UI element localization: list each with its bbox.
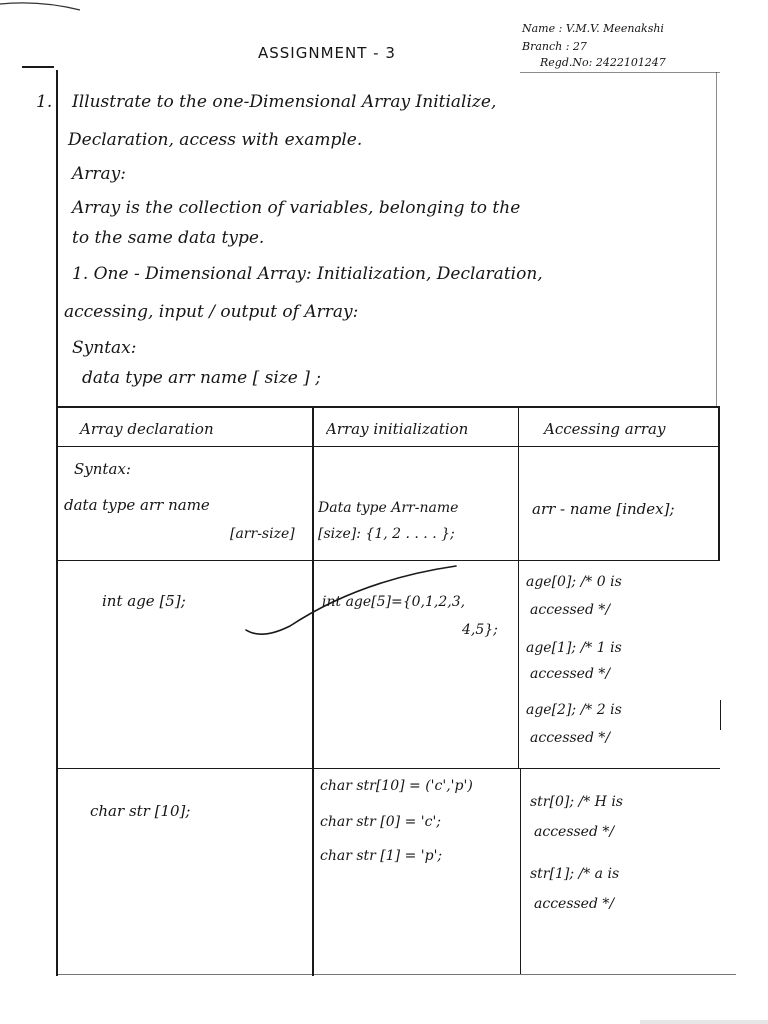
row1-declaration-line-1: Syntax:: [74, 460, 131, 478]
row2-initialization-line-2: 4,5};: [462, 622, 498, 638]
row3-accessing-line-3: str[1]; /* a is: [530, 866, 620, 882]
row2-accessing-line-5: age[2]; /* 2 is: [526, 702, 622, 718]
definition-line-2: to the same data type.: [72, 228, 265, 248]
question-number: 1.: [36, 92, 53, 112]
student-regd-no: Regd.No: 2422101247: [540, 56, 666, 69]
row2-accessing-line-1: age[0]; /* 0 is: [526, 574, 622, 590]
row1-initialization-line-1: Data type Arr-name: [318, 500, 459, 516]
scan-corner-mark: [0, 3, 80, 10]
question-line-2: Declaration, access with example.: [68, 130, 363, 150]
row1-declaration-line-2: data type arr name: [64, 496, 210, 514]
row1-accessing: arr - name [index];: [532, 500, 675, 518]
syntax-line: data type arr name [ size ] ;: [82, 368, 322, 388]
header-initialization: Array initialization: [326, 420, 469, 438]
student-branch: Branch : 27: [522, 40, 587, 53]
subtopic-line-2: accessing, input / output of Array:: [64, 302, 359, 322]
scan-edge-mark: [640, 1020, 768, 1024]
row2-declaration: int age [5];: [102, 592, 186, 610]
subtopic-line-1: 1. One - Dimensional Array: Initialization, Declaration,: [72, 264, 543, 284]
row2-accessing-line-2: accessed */: [530, 602, 611, 618]
header-declaration: Array declaration: [80, 420, 214, 438]
row3-initialization-line-3: char str [1] = 'p';: [320, 848, 443, 864]
row3-accessing-line-1: str[0]; /* H is: [530, 794, 623, 810]
row3-initialization-line-2: char str [0] = 'c';: [320, 814, 442, 830]
row3-accessing-line-4: accessed */: [534, 896, 615, 912]
definition-line-1: Array is the collection of variables, belonging to the: [72, 198, 521, 218]
syntax-heading: Syntax:: [72, 338, 137, 358]
row1-declaration-line-3: [arr-size]: [230, 526, 295, 542]
row2-accessing-line-6: accessed */: [530, 730, 611, 746]
row3-initialization-line-1: char str[10] = ('c','p'): [320, 778, 473, 794]
row1-initialization-line-2: [size]: {1, 2 . . . . };: [318, 526, 455, 542]
check-mark-stroke: [246, 566, 456, 634]
student-name: Name : V.M.V. Meenakshi: [522, 22, 664, 35]
question-line-1: Illustrate to the one-Dimensional Array Initialize,: [72, 92, 497, 112]
assignment-title: ASSIGNMENT - 3: [258, 44, 396, 62]
row2-accessing-line-4: accessed */: [530, 666, 611, 682]
row3-declaration: char str [10];: [90, 802, 191, 820]
header-accessing: Accessing array: [544, 420, 666, 438]
row3-accessing-line-2: accessed */: [534, 824, 615, 840]
row2-initialization-line-1: int age[5]={0,1,2,3,: [322, 594, 466, 610]
array-heading: Array:: [72, 164, 126, 184]
row2-accessing-line-3: age[1]; /* 1 is: [526, 640, 622, 656]
